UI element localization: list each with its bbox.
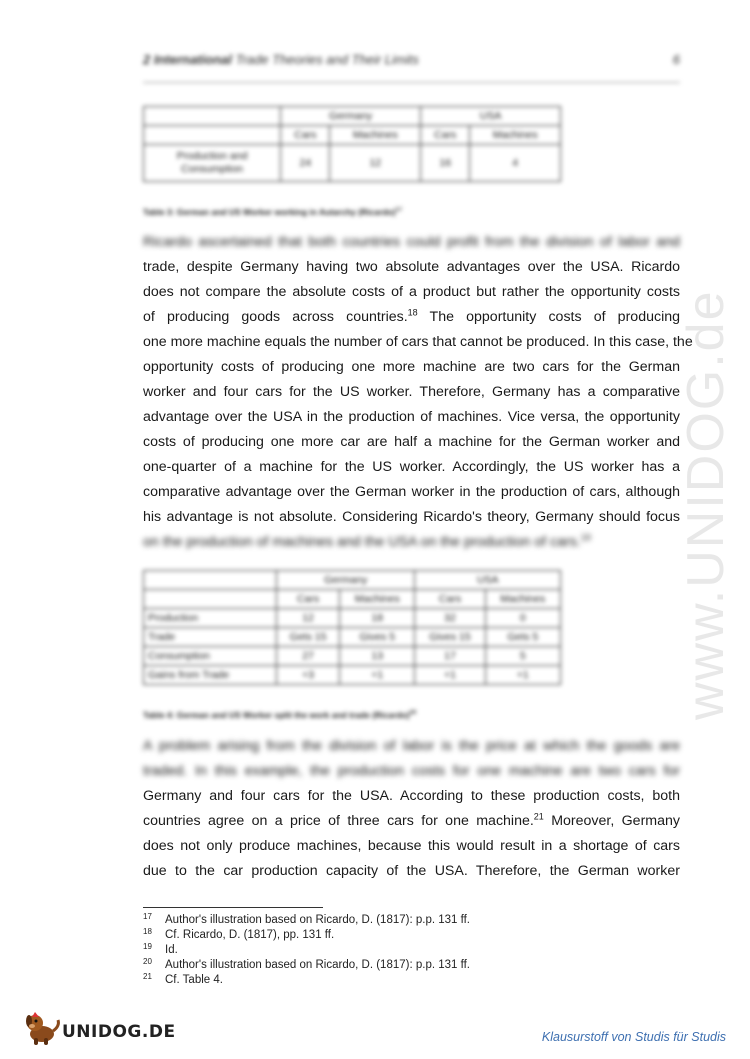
text-line: his advantage is not absolute. Considering Ricardo's theory, Germany should focus — [143, 509, 680, 525]
table-cell: 17 — [415, 647, 485, 666]
table-cell: Gets 15 — [277, 628, 340, 647]
text-line: advantage over the USA in the production of machines. Vice versa, the opportunity — [143, 409, 680, 425]
text-line: on the production of machines and the USA on the production of cars.$^{19}$ — [143, 532, 591, 550]
table-cell: 0 — [485, 609, 560, 628]
column-header: Cars — [415, 590, 485, 609]
group-header: Germany — [277, 571, 415, 590]
footnote-ref[interactable]: 21 — [533, 811, 544, 822]
column-header: Cars — [421, 126, 470, 145]
table-cell: 12 — [277, 609, 340, 628]
table-cell: 27 — [277, 647, 340, 666]
running-title: 2 International Trade Theories and Their Limits — [143, 52, 419, 67]
text-line: comparative advantage over the German worker in the production of cars, although — [143, 484, 680, 500]
table-row — [144, 609, 561, 628]
column-header: Machines — [470, 126, 561, 145]
table-cell: 12 — [330, 145, 421, 182]
dog-icon — [22, 1010, 62, 1051]
table-autarchy — [143, 106, 561, 182]
text-line: countries agree on a price of three cars for one machine.$^{21}$ Moreover, Germany — [143, 811, 680, 829]
footnote-ref[interactable]: 18 — [407, 307, 418, 318]
table-caption: Table 3: German and US Worker working in Autarchy (Ricardo)$^{17}$ — [143, 207, 403, 217]
table-corner — [144, 126, 281, 145]
table-cell: 16 — [421, 145, 470, 182]
body-paragraph — [143, 734, 680, 884]
text-line: trade, despite Germany having two absolute advantages over the USA. Ricardo — [143, 259, 680, 275]
text-line: of producing goods across countries.$^{18}$ The opportunity costs of producing — [143, 307, 680, 325]
table-cell: 13 — [340, 647, 415, 666]
table-corner — [144, 590, 277, 609]
text-line: Ricardo ascertained that both countries could profit from the division of labor and — [143, 234, 680, 250]
table-cell: +1 — [340, 666, 415, 685]
text-line: traded. In this example, the production costs for one machine are two cars for — [143, 763, 680, 779]
table-cell: +1 — [415, 666, 485, 685]
table-cell: Gives 5 — [340, 628, 415, 647]
row-label: Gains from Trade — [144, 666, 277, 685]
row-label: Production and Consumption — [144, 145, 281, 182]
table-cell: +3 — [277, 666, 340, 685]
body-paragraph — [143, 230, 693, 555]
table-trade — [143, 570, 561, 685]
table-corner — [144, 571, 277, 590]
unidog-logo[interactable] — [22, 1010, 176, 1046]
logo-text: UNIDOG.DE — [62, 1022, 176, 1042]
group-header: USA — [415, 571, 561, 590]
table-cell: Gets 5 — [485, 628, 560, 647]
row-label: Production — [144, 609, 277, 628]
column-header: Machines — [330, 126, 421, 145]
table-caption: Table 4: German and US Worker split the work and trade (Ricardo)$^{20}$ — [143, 710, 417, 720]
table-corner — [144, 107, 281, 126]
text-line: Germany and four cars for the USA. According to these production costs, both — [143, 788, 680, 804]
text-line: worker and four cars for the US worker. Therefore, Germany has a comparative — [143, 384, 680, 400]
text-line: one more machine equals the number of cars that cannot be produced. In this case, the — [143, 334, 693, 350]
footer-tagline: Klausurstoff von Studis für Studis — [541, 1030, 726, 1044]
text-line: due to the car production capacity of the USA. Therefore, the German worker — [143, 863, 680, 879]
text-line: does not only produce machines, because this would result in a shortage of cars — [143, 838, 680, 854]
group-header: Germany — [281, 107, 421, 126]
watermark: www.UNIDOG.de — [677, 289, 735, 720]
table-cell: +1 — [485, 666, 560, 685]
table-row — [144, 666, 561, 685]
text-line: A problem arising from the division of labor is the price at which the goods are — [143, 738, 680, 754]
text-line: one-quarter of a machine for the US worker. Accordingly, the US worker has a — [143, 459, 680, 475]
table-cell: 4 — [470, 145, 561, 182]
footnote-separator — [143, 907, 323, 908]
table-cell: 5 — [485, 647, 560, 666]
page-number: 6 — [672, 52, 680, 67]
column-header: Machines — [485, 590, 560, 609]
table-row — [144, 628, 561, 647]
table-cell: 18 — [340, 609, 415, 628]
table-cell: Gives 15 — [415, 628, 485, 647]
group-header: USA — [421, 107, 561, 126]
column-header: Cars — [281, 126, 330, 145]
text-line: does not compare the absolute costs of a product but rather the opportunity costs — [143, 284, 680, 300]
row-label: Trade — [144, 628, 277, 647]
table-cell: 32 — [415, 609, 485, 628]
text-line: costs of producing one more car are half a machine for the German worker and — [143, 434, 680, 450]
column-header: Machines — [340, 590, 415, 609]
text-line: opportunity costs of producing one more machine are two cars for the German — [143, 359, 680, 375]
table-cell: 24 — [281, 145, 330, 182]
column-header: Cars — [277, 590, 340, 609]
page-header — [143, 52, 680, 83]
table-row — [144, 647, 561, 666]
row-label: Consumption — [144, 647, 277, 666]
